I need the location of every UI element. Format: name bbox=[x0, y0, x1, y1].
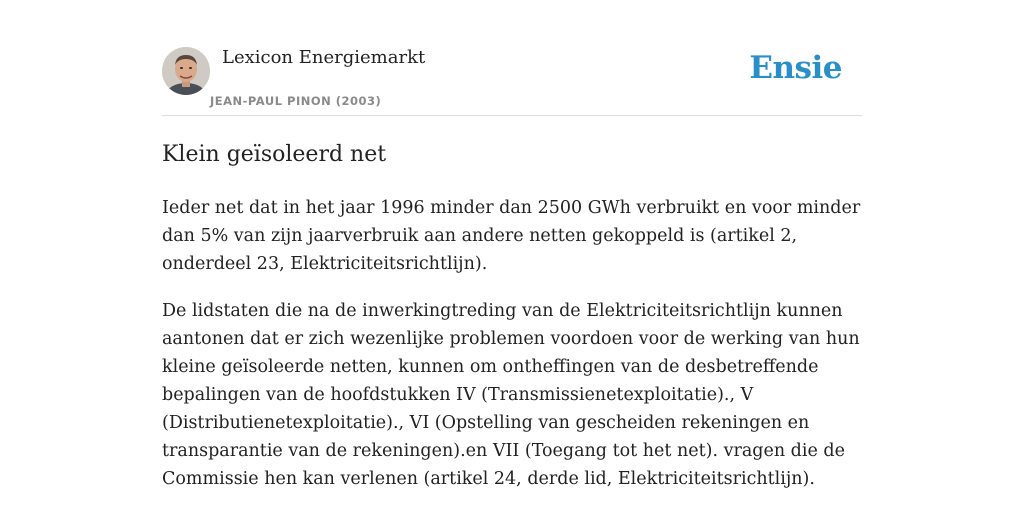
page-header bbox=[162, 44, 862, 116]
author-avatar[interactable] bbox=[162, 47, 210, 95]
author-name[interactable]: JEAN-PAUL PINON (2003) bbox=[210, 94, 382, 108]
author-portrait-icon bbox=[162, 47, 210, 95]
brand-logo[interactable]: Ensie bbox=[749, 50, 842, 86]
definition-paragraph: Ieder net dat in het jaar 1996 minder dan 2500 GWh verbruikt en voor minder dan 5% van zijn jaarverbruik aan andere netten gekoppeld is (artikel 2, onderdeel 23, Elektriciteitsrichtlijn). bbox=[162, 198, 861, 274]
book-title-link[interactable]: Lexicon Energiemarkt bbox=[222, 47, 426, 68]
term-title: Klein geïsoleerd net bbox=[162, 142, 387, 167]
definition-paragraph: De lidstaten die na de inwerkingtreding van de Elektriciteitsrichtlijn kunnen aantonen dat er zich wezenlijke problemen voordoen voor de werking van hun kleine geïsoleerde netten, kunnen om ontheffingen van de desbetreffende bepalingen van de hoofdstukken IV (Transmissienetexploitatie)., V (Distributienetexploitatie)., VI (Opstelling van gescheiden rekeningen en transparantie van de rekeningen).en VII (Toegang tot het net). vragen die de Commissie hen kan verlenen (artikel 24, derde lid, Elektriciteitsrichtlijn). bbox=[162, 301, 860, 489]
article-content bbox=[162, 140, 862, 512]
